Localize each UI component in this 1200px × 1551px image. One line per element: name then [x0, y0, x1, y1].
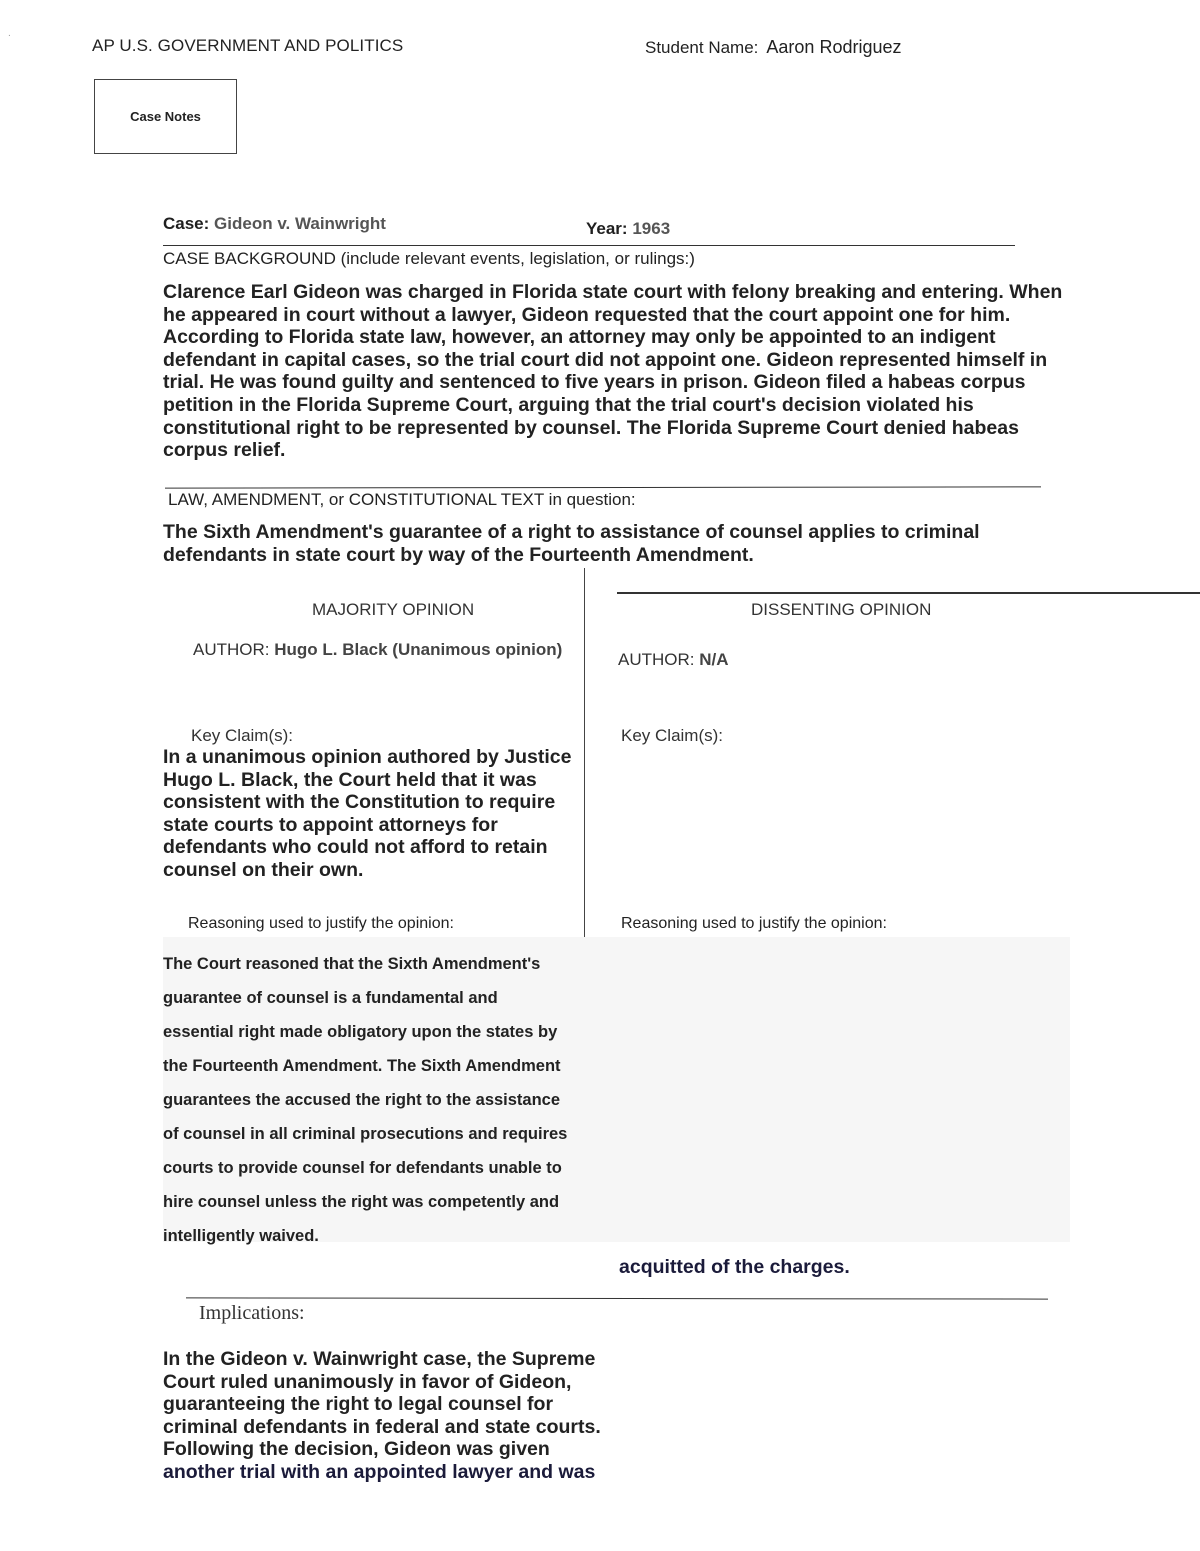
- year-label: Year:: [586, 219, 628, 238]
- dissent-heading: DISSENTING OPINION: [751, 600, 932, 619]
- case-notes-box: [94, 79, 237, 154]
- reasoning-line: intelligently waived.: [163, 1227, 319, 1245]
- reasoning-line: The Court reasoned that the Sixth Amendment's: [163, 955, 541, 973]
- year-value: 1963: [632, 219, 671, 238]
- stray-dot: .: [8, 28, 11, 39]
- reasoning-line: hire counsel unless the right was competently and: [163, 1193, 560, 1211]
- law-text: [163, 521, 1023, 566]
- majority-key-claims-label: Key Claim(s):: [191, 726, 294, 745]
- majority-reasoning-label: Reasoning used to justify the opinion:: [188, 915, 454, 932]
- majority-author-label: AUTHOR:: [193, 640, 270, 659]
- key-claim-line: state courts to appoint attorneys for: [163, 813, 498, 836]
- law-heading: LAW, AMENDMENT, or CONSTITUTIONAL TEXT in question:: [168, 490, 636, 509]
- dissent-key-claims-label: Key Claim(s):: [621, 726, 724, 745]
- majority-key-claims-text: [163, 746, 593, 882]
- student-name-field: [645, 37, 902, 58]
- dissent-author-label: AUTHOR:: [618, 650, 695, 669]
- majority-heading: MAJORITY OPINION: [312, 600, 475, 619]
- student-name-label: Student Name:: [645, 38, 759, 57]
- divider-law: [165, 486, 1041, 488]
- key-claim-line: consistent with the Constitution to require: [163, 791, 556, 814]
- key-claim-line: counsel on their own.: [163, 858, 364, 881]
- case-notes-label: Case Notes: [130, 109, 201, 124]
- reasoning-line: essential right made obligatory upon the states by: [163, 1023, 558, 1041]
- reasoning-line: guarantees the accused the right to the assistance: [163, 1091, 561, 1109]
- law-line: The Sixth Amendment's guarantee of a right to assistance of counsel applies to criminal: [163, 521, 980, 543]
- student-name-value: Aaron Rodriguez: [766, 37, 902, 57]
- background-heading: CASE BACKGROUND (include relevant events, legislation, or rulings:): [163, 249, 695, 268]
- key-claim-line: In a unanimous opinion authored by Justice: [163, 746, 572, 768]
- implications-text: [163, 1348, 613, 1484]
- key-claim-line: defendants who could not afford to retain: [163, 836, 548, 859]
- dissent-author: [618, 650, 729, 670]
- divider-case: [163, 245, 1015, 246]
- implications-line: another trial with an appointed lawyer and was: [163, 1460, 596, 1483]
- case-name: Gideon v. Wainwright: [214, 214, 386, 233]
- background-line: constitutional right to be represented by counsel. The Florida Supreme Court denied habeas: [163, 416, 1019, 439]
- dissent-reasoning-label: Reasoning used to justify the opinion:: [621, 915, 887, 932]
- case-label: Case:: [163, 214, 210, 233]
- background-line: defendant in capital cases, so the trial court did not appoint one. Gideon represented himself in: [163, 348, 1048, 371]
- majority-author-value: Hugo L. Black (Unanimous opinion): [274, 640, 563, 659]
- reasoning-line: courts to provide counsel for defendants unable to: [163, 1159, 562, 1177]
- background-line: According to Florida state law, however, an attorney may only be appointed to an indigent: [163, 326, 996, 349]
- implications-line: Following the decision, Gideon was given: [163, 1438, 550, 1461]
- background-line: Clarence Earl Gideon was charged in Florida state court with felony breaking and entering. When: [163, 281, 1063, 303]
- case-field: [163, 214, 386, 234]
- key-claim-line: Hugo L. Black, the Court held that it was: [163, 768, 537, 791]
- course-title: AP U.S. GOVERNMENT AND POLITICS: [92, 36, 404, 55]
- divider-dissent: [617, 592, 1200, 594]
- background-line: corpus relief.: [163, 439, 286, 462]
- reasoning-line: guarantee of counsel is a fundamental and: [163, 989, 498, 1007]
- background-line: trial. He was found guilty and sentenced to five years in prison. Gideon filed a habeas corpus: [163, 371, 1026, 394]
- dissent-author-value: N/A: [699, 650, 729, 669]
- majority-author: [193, 640, 562, 660]
- implications-line: In the Gideon v. Wainwright case, the Supreme: [163, 1348, 596, 1370]
- background-line: petition in the Florida Supreme Court, arguing that the trial court's decision violated his: [163, 393, 974, 416]
- overflow-text: acquitted of the charges.: [619, 1256, 850, 1278]
- reasoning-line: of counsel in all criminal prosecutions and requires: [163, 1125, 568, 1143]
- implications-line: guaranteeing the right to legal counsel for: [163, 1393, 554, 1416]
- divider-implications: [186, 1297, 1048, 1299]
- implications-line: criminal defendants in federal and state courts.: [163, 1415, 601, 1438]
- background-line: he appeared in court without a lawyer, Gideon requested that the court appoint one for him.: [163, 303, 1011, 326]
- year-field: [586, 219, 670, 239]
- background-text: [163, 281, 1083, 462]
- law-line: defendants in state court by way of the Fourteenth Amendment.: [163, 543, 754, 566]
- implications-heading: Implications:: [199, 1302, 305, 1324]
- reasoning-line: the Fourteenth Amendment. The Sixth Amendment: [163, 1057, 561, 1075]
- majority-reasoning-text: [163, 947, 613, 1253]
- implications-line: Court ruled unanimously in favor of Gideon,: [163, 1370, 572, 1393]
